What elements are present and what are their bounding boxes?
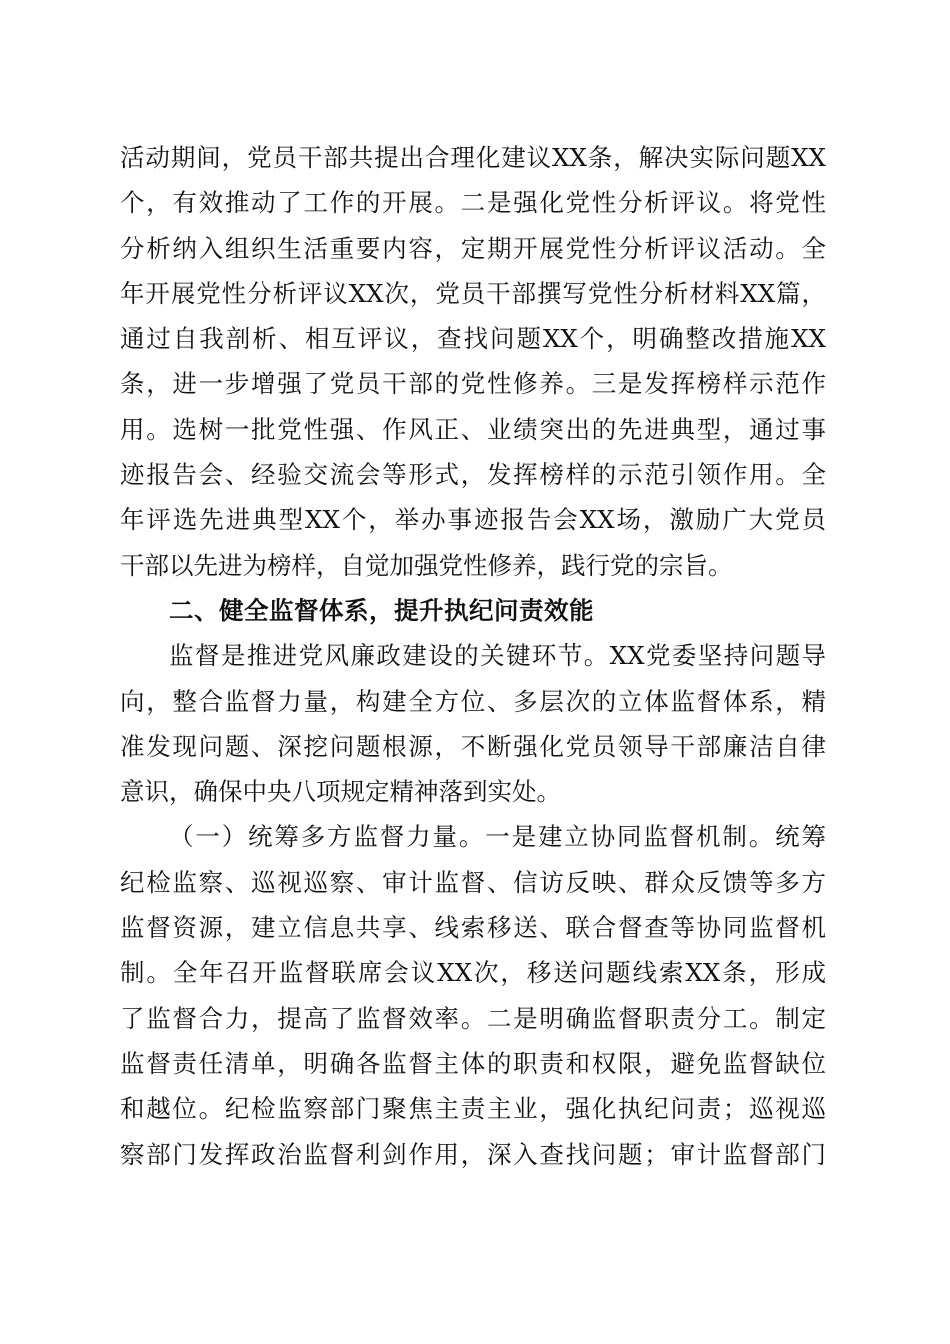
text-line: 向，整合监督力量，构建全方位、多层次的立体监督体系，精 [120,686,826,716]
text-line: 监督责任清单，明确各监督主体的职责和权限，避免监督缺位 [120,1048,826,1078]
text-line: 条，进一步增强了党员干部的党性修养。三是发挥榜样示范作 [120,369,826,399]
subsection-lead-rest: 一是建立协同监督机制。统筹 [485,822,826,852]
text-line: 察部门发挥政治监督利剑作用，深入查找问题；审计监督部门 [120,1139,826,1169]
text-line: 意识，确保中央八项规定精神落到实处。 [120,777,561,807]
text-line-with-subheading [120,814,826,859]
text-line: 年评选先进典型XX个，举办事迹报告会XX场，激励广大党员 [120,505,826,535]
text-line: 迹报告会、经验交流会等形式，发挥榜样的示范引领作用。全 [120,460,826,490]
text-line: 监督是推进党风廉政建设的关键环节。XX党委坚持问题导 [169,641,826,671]
section-heading: 二、健全监督体系，提升执纪问责效能 [169,595,594,625]
text-line: 通过自我剖析、相互评议，查找问题XX个，明确整改措施XX [120,324,826,354]
text-line: 年开展党性分析评议XX次，党员干部撰写党性分析材料XX篇， [120,278,826,308]
paragraph-party-spirit [120,135,826,1177]
text-line: 个，有效推动了工作的开展。二是强化党性分析评议。将党性 [120,188,826,218]
text-line: 和越位。纪检监察部门聚焦主责主业，强化执纪问责；巡视巡 [120,1094,826,1124]
text-line: 用。选树一批党性强、作风正、业绩突出的先进典型，通过事 [120,414,826,444]
text-line: 准发现问题、深挖问题根源，不断强化党员领导干部廉洁自律 [120,731,826,761]
text-line: 活动期间，党员干部共提出合理化建议XX条，解决实际问题XX [120,143,826,172]
text-line: 监督资源，建立信息共享、线索移送、联合督查等协同监督机 [120,913,826,943]
text-line: 纪检监察、巡视巡察、审计监督、信访反映、群众反馈等多方 [120,867,826,897]
text-line: 分析纳入组织生活重要内容，定期开展党性分析评议活动。全 [120,233,826,263]
text-line: 干部以先进为榜样，自觉加强党性修养，践行党的宗旨。 [120,550,733,580]
subsection-lead: （一）统筹多方监督力量。 [169,822,486,852]
text-line: 制。全年召开监督联席会议XX次，移送问题线索XX条，形成 [120,958,826,988]
text-line: 了监督合力，提高了监督效率。二是明确监督职责分工。制定 [120,1003,826,1033]
